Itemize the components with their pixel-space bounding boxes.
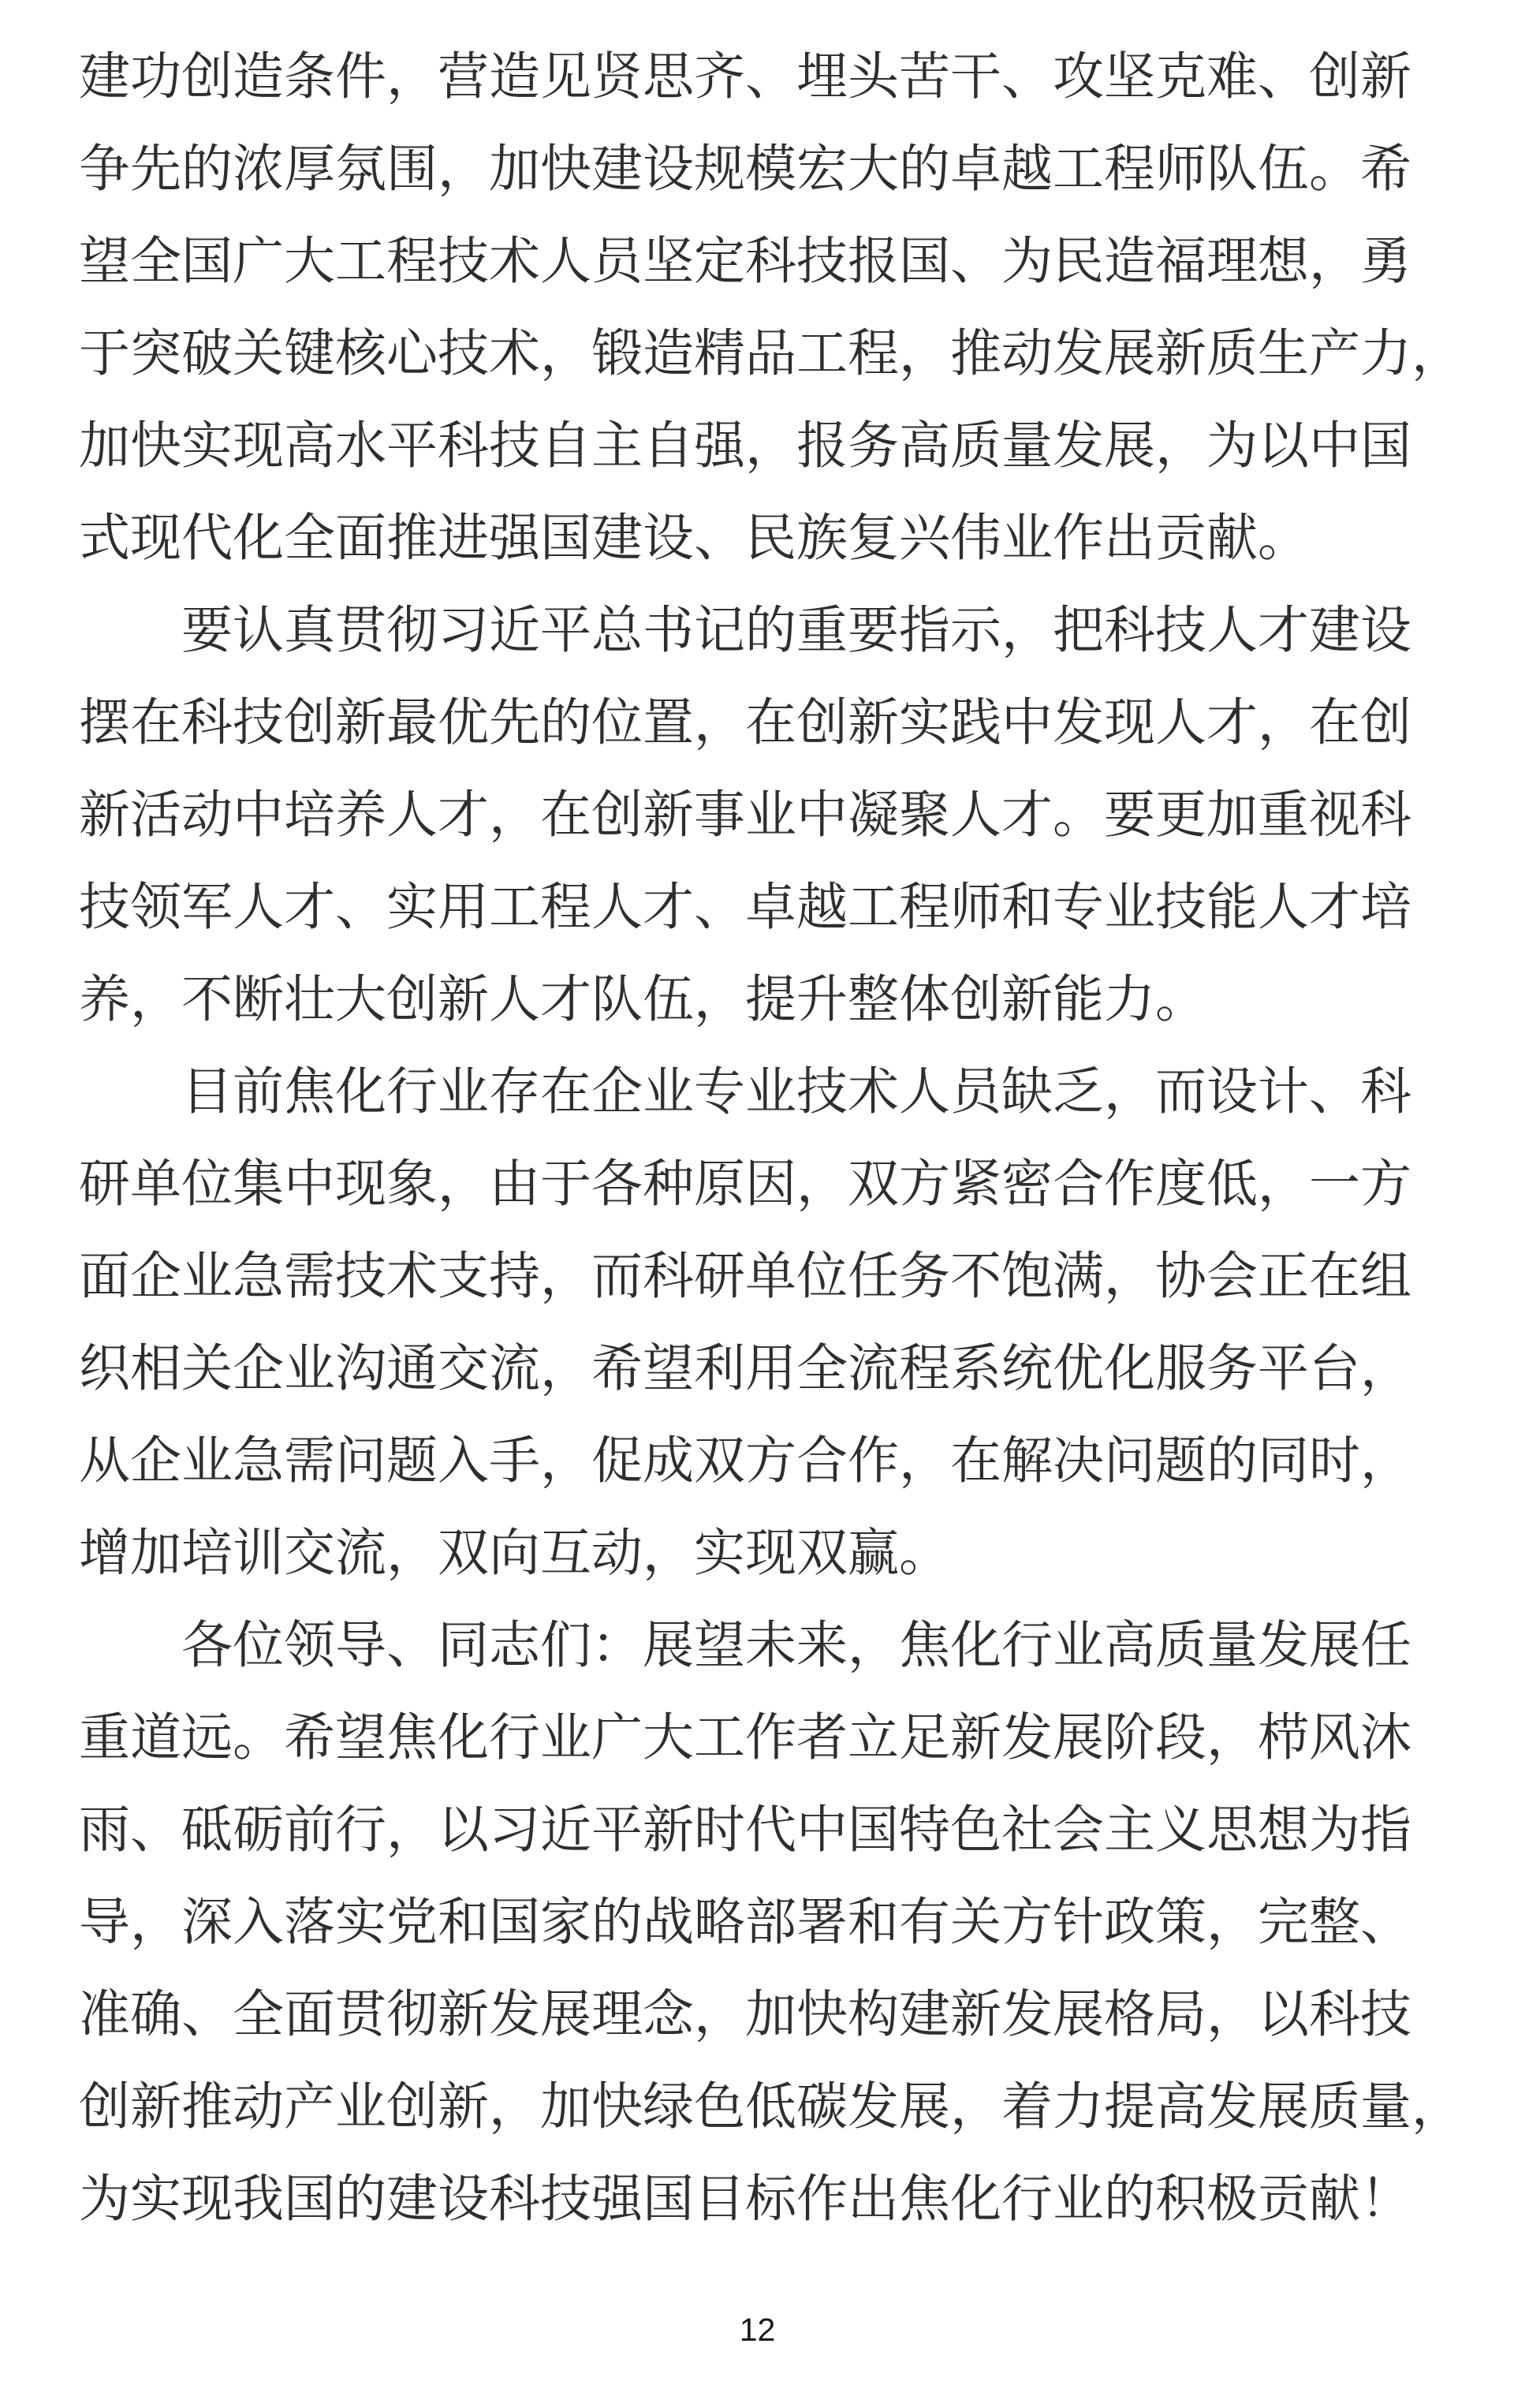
text-line: 式现代化全面推进强国建设、民族复兴伟业作出贡献。: [79, 510, 1310, 567]
text-line: 摆在科技创新最优先的位置，在创新实践中发现人才，在创: [79, 695, 1412, 752]
text-line: 为实现我国的建设科技强国目标作出焦化行业的积极贡献！: [79, 2171, 1412, 2228]
text-line: 重道远。希望焦化行业广大工作者立足新发展阶段，栉风沐: [79, 1710, 1412, 1767]
text-line: 望全国广大工程技术人员坚定科技报国、为民造福理想，勇: [79, 233, 1412, 290]
text-line: 加快实现高水平科技自主自强，报务高质量发展，为以中国: [79, 418, 1412, 475]
text-line: 织相关企业沟通交流，希望利用全流程系统优化服务平台，: [79, 1341, 1412, 1398]
text-line: 从企业急需问题入手，促成双方合作，在解决问题的同时，: [79, 1433, 1412, 1490]
text-line: 养，不断壮大创新人才队伍，提升整体创新能力。: [79, 972, 1207, 1028]
text-line: 于突破关键核心技术，锻造精品工程，推动发展新质生产力，: [79, 326, 1464, 382]
text-line: 建功创造条件，营造见贤思齐、埋头苦干、攻坚克难、创新: [79, 49, 1412, 106]
text-line: 准确、全面贯彻新发展理念，加快构建新发展格局，以科技: [79, 1987, 1412, 2043]
text-line: 各位领导、同志们：展望未来，焦化行业高质量发展任: [181, 1618, 1412, 1674]
text-line: 导，深入落实党和国家的战略部署和有关方针政策，完整、: [79, 1894, 1412, 1951]
document-text-body: [79, 32, 1464, 2246]
text-line: 技领军人才、实用工程人才、卓越工程师和专业技能人才培: [79, 879, 1412, 936]
text-line: 新活动中培养人才，在创新事业中凝聚人才。要更加重视科: [79, 787, 1412, 844]
text-line: 增加培训交流，双向互动，实现双赢。: [79, 1525, 951, 1582]
text-line: 目前焦化行业存在企业专业技术人员缺乏，而设计、科: [181, 1064, 1412, 1121]
text-line: 面企业急需技术支持，而科研单位任务不饱满，协会正在组: [79, 1248, 1412, 1305]
text-line: 争先的浓厚氛围，加快建设规模宏大的卓越工程师队伍。希: [79, 141, 1412, 198]
text-line: 雨、砥砺前行，以习近平新时代中国特色社会主义思想为指: [79, 1802, 1412, 1859]
text-line: 要认真贯彻习近平总书记的重要指示，把科技人才建设: [181, 603, 1412, 659]
text-line: 研单位集中现象，由于各种原因，双方紧密合作度低，一方: [79, 1156, 1412, 1213]
page-footer: [0, 2311, 1540, 2349]
text-line: 创新推动产业创新，加快绿色低碳发展，着力提高发展质量，: [79, 2079, 1464, 2136]
page-number: 12: [739, 2312, 776, 2348]
